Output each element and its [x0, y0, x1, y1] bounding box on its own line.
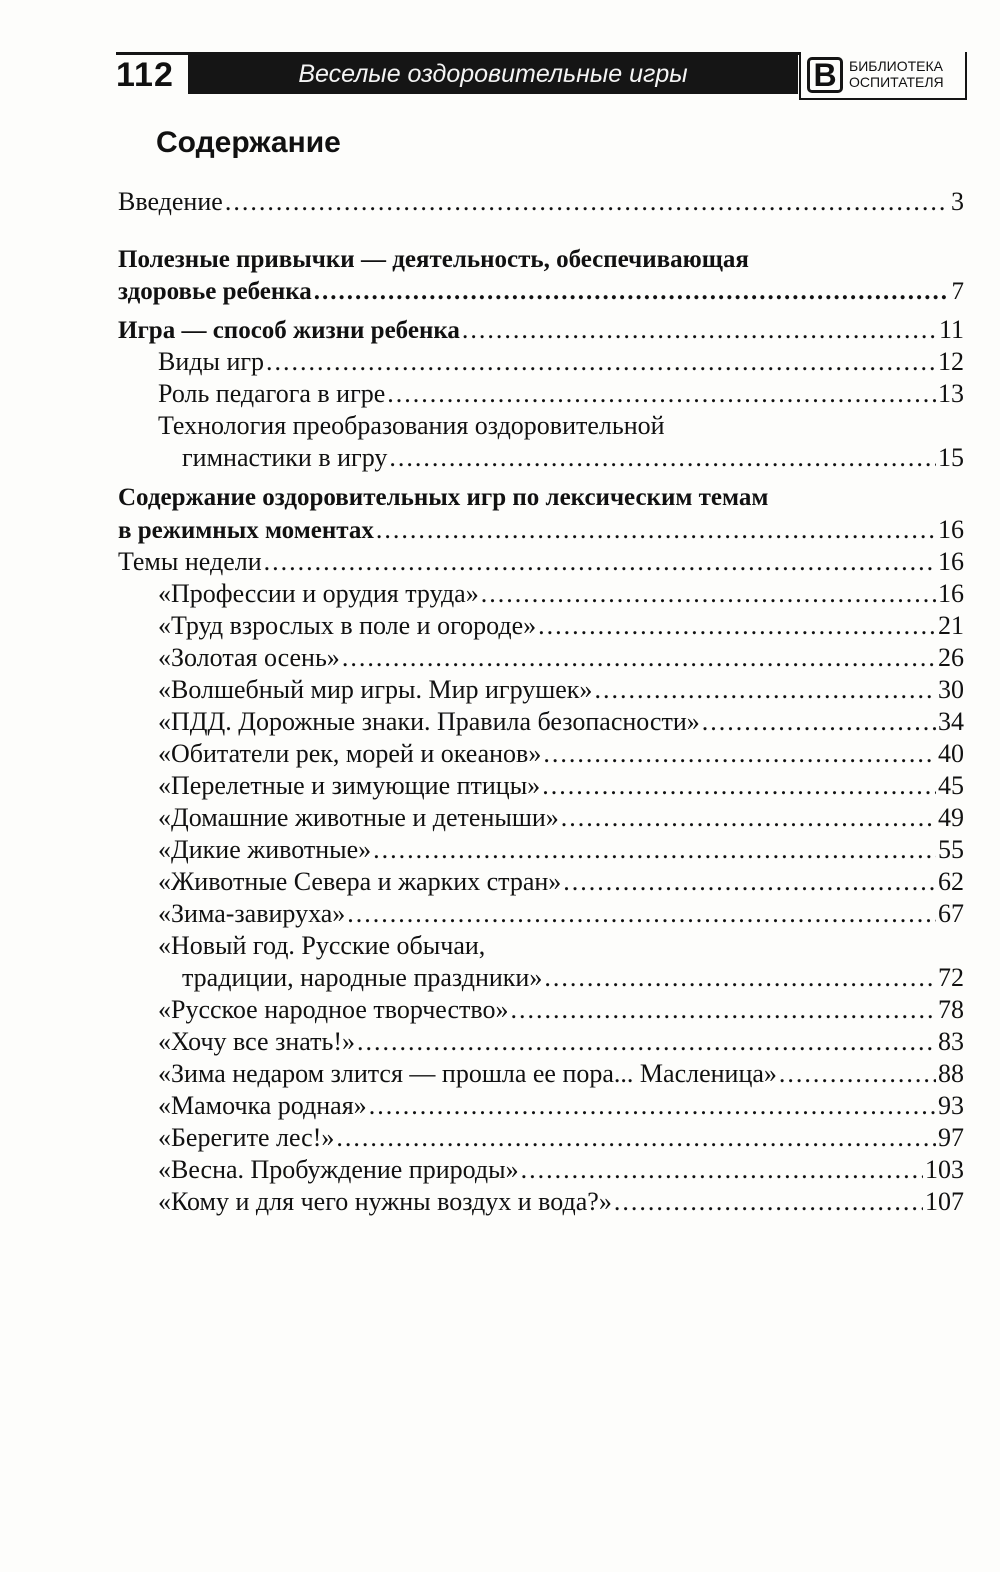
toc-entry-page: 88	[938, 1059, 964, 1088]
dot-leader	[336, 1122, 936, 1154]
toc-entry	[118, 578, 964, 610]
toc-entry	[118, 1058, 964, 1090]
toc-entry-page: 93	[938, 1091, 964, 1120]
toc-entry-title: «Берегите лес!»	[158, 1123, 335, 1152]
toc-entry-page: 103	[925, 1155, 964, 1184]
toc-entry-title: «Мамочка родная»	[158, 1091, 367, 1120]
toc-entry	[118, 866, 964, 898]
toc-entry-title: «Профессии и орудия труда»	[158, 579, 479, 608]
toc-entry-title: «Весна. Пробуждение природы»	[158, 1155, 519, 1184]
dot-leader	[563, 866, 936, 898]
toc-entry-page: 72	[938, 963, 964, 992]
toc-entry	[118, 378, 964, 410]
toc-entry-page: 3	[951, 187, 964, 216]
toc-entry-page: 7	[951, 278, 964, 305]
toc-entry-title-line1: «Новый год. Русские обычаи,	[158, 931, 486, 960]
toc-entry-title-line1: Технология преобразования оздоровительной	[158, 411, 665, 440]
toc-entry-title: «Дикие животные»	[158, 835, 372, 864]
toc-entry-page: 62	[938, 867, 964, 896]
toc-entry-title: «Зима недаром злится — прошла ее пора... Масленица»	[158, 1059, 777, 1088]
toc-entry-page: 12	[938, 347, 964, 376]
toc-entry-page: 30	[938, 675, 964, 704]
series-logo-text	[849, 58, 967, 90]
series-logo-letter: В	[807, 57, 843, 93]
toc-entry-title: Введение	[118, 187, 223, 216]
toc-entry	[118, 738, 964, 770]
toc-entry-title: Игра — способ жизни ребенка	[118, 317, 460, 344]
toc-entry	[118, 244, 964, 308]
toc-entry-page: 45	[938, 771, 964, 800]
toc-entry-page: 26	[938, 643, 964, 672]
toc-entry-title: гимнастики в игру	[182, 443, 388, 472]
toc-entry	[118, 1026, 964, 1058]
series-logo-line2: ОСПИТАТЕЛЯ	[849, 74, 944, 90]
dot-leader	[342, 642, 936, 674]
toc-entry-page: 16	[938, 579, 964, 608]
toc-entry	[118, 674, 964, 706]
toc-entry-page: 34	[938, 707, 964, 736]
toc-entry-title: «Кому и для чего нужны воздух и вода?»	[158, 1187, 612, 1216]
toc-entry-title: «Золотая осень»	[158, 643, 340, 672]
toc-entry	[118, 482, 964, 546]
dot-leader	[702, 706, 936, 738]
toc-entry-page: 67	[938, 899, 964, 928]
toc-entry-page: 97	[938, 1123, 964, 1152]
dot-leader	[462, 314, 937, 346]
toc-entry-title: «Труд взрослых в поле и огороде»	[158, 611, 537, 640]
toc-entry-title-line1: Содержание оздоровительных игр по лексическим темам	[118, 484, 769, 511]
toc-entry	[118, 1090, 964, 1122]
dot-leader	[542, 770, 936, 802]
toc-entry	[118, 1154, 964, 1186]
toc-entry-page: 107	[925, 1187, 964, 1216]
toc-entry-page: 21	[938, 611, 964, 640]
toc-entry-title: традиции, народные праздники»	[182, 963, 543, 992]
dot-leader	[481, 578, 936, 610]
dot-leader	[347, 898, 936, 930]
toc-entry-title: «Животные Севера и жарких стран»	[158, 867, 562, 896]
toc-entry-title: «Перелетные и зимующие птицы»	[158, 771, 541, 800]
dot-leader	[389, 442, 936, 474]
dot-leader	[521, 1154, 923, 1186]
toc-entry-page: 11	[938, 315, 964, 344]
toc-entry	[118, 834, 964, 866]
toc-entry-title: «ПДД. Дорожные знаки. Правила безопасности»	[158, 707, 700, 736]
dot-leader	[387, 378, 936, 410]
dot-leader	[266, 346, 936, 378]
dot-leader	[314, 276, 950, 308]
toc-entry	[118, 1122, 964, 1154]
running-title-bar	[188, 54, 798, 94]
toc-entry-page: 49	[938, 803, 964, 832]
toc-entry-page: 55	[938, 835, 964, 864]
toc-entry	[118, 186, 964, 218]
toc-entry	[118, 1186, 964, 1218]
toc-entry	[118, 546, 964, 578]
running-header	[116, 52, 966, 100]
dot-leader	[357, 1026, 936, 1058]
dot-leader	[264, 546, 936, 578]
toc-entry-title: Темы недели	[118, 547, 262, 576]
dot-leader	[544, 962, 936, 994]
toc-entry-page: 16	[938, 547, 964, 576]
toc-entry-title: Виды игр	[158, 347, 265, 376]
dot-leader	[373, 834, 936, 866]
page-number: 112	[116, 56, 174, 94]
toc-entry	[118, 994, 964, 1026]
toc-entry	[118, 642, 964, 674]
toc-entry-page: 15	[938, 443, 964, 472]
running-title: Веселые оздоровительные игры	[298, 60, 688, 88]
toc-entry-title: «Хочу все знать!»	[158, 1027, 355, 1056]
dot-leader	[225, 186, 949, 218]
toc-entry-title: «Зима-завируха»	[158, 899, 346, 928]
dot-leader	[779, 1058, 936, 1090]
toc-entry	[118, 930, 964, 994]
toc-entry-title: здоровье ребенка	[118, 278, 312, 305]
dot-leader	[614, 1186, 923, 1218]
toc-entry-page: 13	[938, 379, 964, 408]
toc-entry-page: 78	[938, 995, 964, 1024]
dot-leader	[511, 994, 937, 1026]
toc-entry	[118, 898, 964, 930]
toc-entry	[118, 410, 964, 474]
toc-entry-title: «Волшебный мир игры. Мир игрушек»	[158, 675, 593, 704]
toc-entry-page: 16	[938, 515, 964, 544]
contents-heading: Содержание	[156, 126, 341, 159]
toc-entry-title: «Домашние животные и детеныши»	[158, 803, 559, 832]
toc-entry	[118, 770, 964, 802]
toc-entry	[118, 314, 964, 346]
dot-leader	[538, 610, 936, 642]
toc-entry-page: 83	[938, 1027, 964, 1056]
toc-entry	[118, 802, 964, 834]
series-logo	[799, 52, 967, 100]
dot-leader	[369, 1090, 936, 1122]
toc-entry-title: в режимных моментах	[118, 517, 374, 544]
toc-entry-title: Роль педагога в игре	[158, 379, 386, 408]
dot-leader	[543, 738, 936, 770]
dot-leader	[561, 802, 936, 834]
toc-entry	[118, 610, 964, 642]
dot-leader	[376, 514, 936, 546]
toc-entry-title: «Обитатели рек, морей и океанов»	[158, 739, 542, 768]
toc-entry	[118, 706, 964, 738]
toc-entry	[118, 346, 964, 378]
series-logo-line1: БИБЛИОТЕКА	[849, 58, 943, 74]
toc-entry-page: 40	[938, 739, 964, 768]
dot-leader	[594, 674, 936, 706]
toc-entry-title-line1: Полезные привычки — деятельность, обеспечивающая	[118, 246, 749, 273]
toc-entry-title: «Русское народное творчество»	[158, 995, 509, 1024]
table-of-contents	[118, 186, 964, 1218]
